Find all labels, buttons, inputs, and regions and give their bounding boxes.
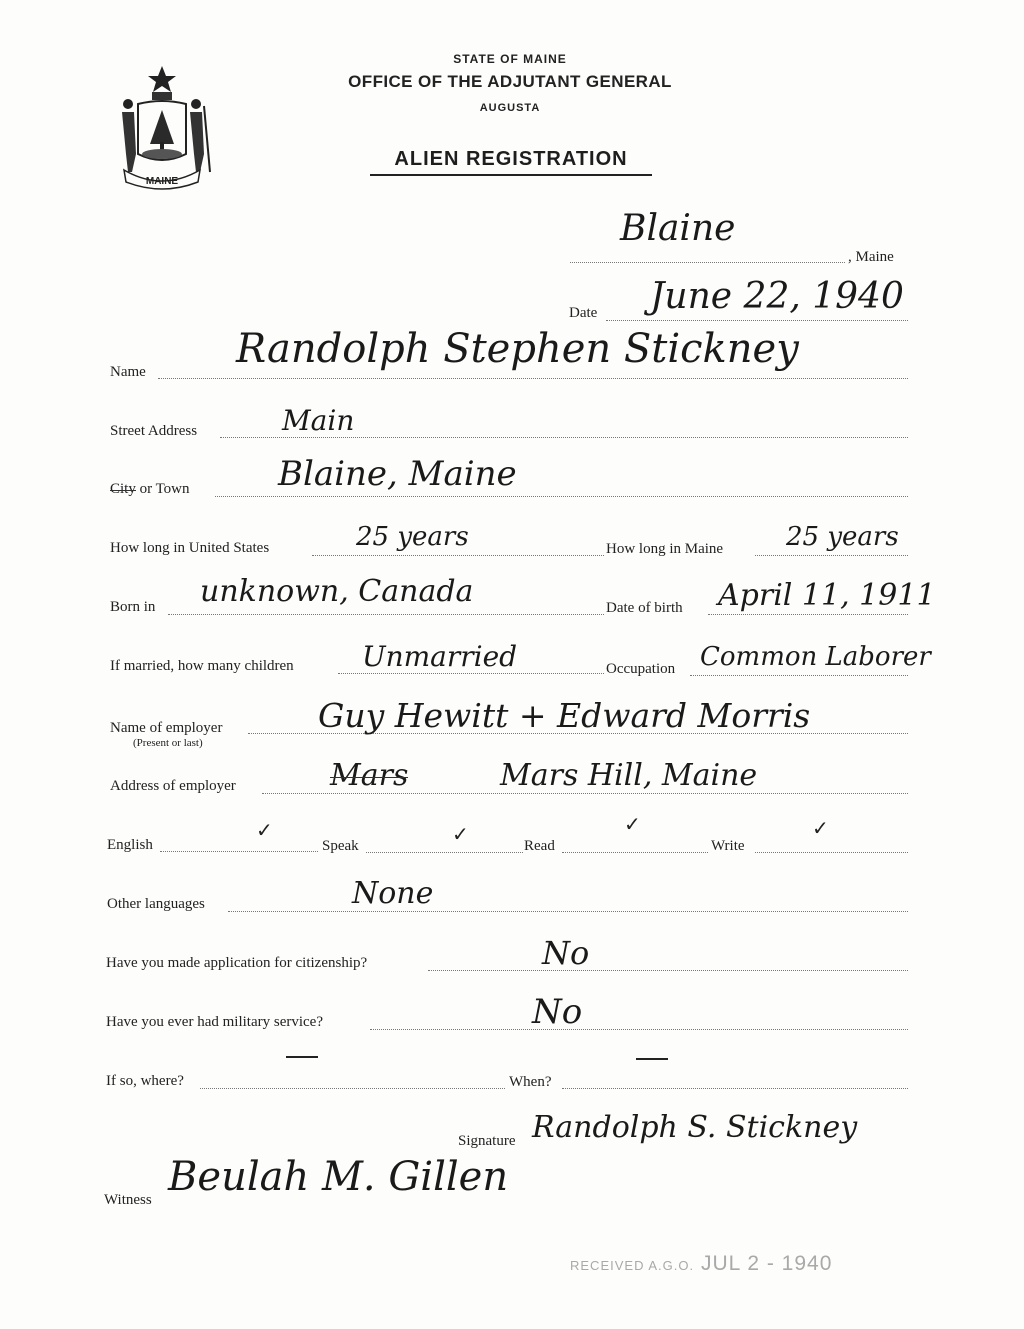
employer-label: Name of employer: [110, 720, 223, 736]
english-check-icon: ✓: [256, 818, 273, 842]
street-label: Street Address: [110, 423, 198, 439]
stamp-date-text: JUL 2 - 1940: [700, 1252, 833, 1275]
town-value: Blaine: [620, 208, 736, 249]
married-line: [338, 673, 604, 674]
years-us-value: 25 years: [356, 522, 469, 552]
citizenship-value: No: [542, 934, 590, 972]
read-line: [562, 852, 708, 853]
english-line: [160, 851, 318, 852]
date-line: [606, 320, 908, 321]
read-label: Read: [524, 838, 555, 854]
employer-address-struck-value: Mars: [330, 758, 409, 793]
speak-label: Speak: [322, 838, 359, 854]
how-long-us-line: [312, 555, 604, 556]
street-line: [220, 437, 908, 438]
signature-value: Randolph S. Stickney: [532, 1110, 858, 1145]
where-line: [200, 1088, 505, 1089]
citizenship-line: [428, 970, 908, 971]
witness-value: Beulah M. Gillen: [168, 1154, 509, 1200]
employer-value: Guy Hewitt + Edward Morris: [318, 696, 811, 735]
maine-state-seal-icon: [112, 62, 222, 190]
city-label: [110, 481, 190, 498]
how-long-us-label: How long in United States: [110, 540, 270, 556]
dob-label: Date of birth: [606, 600, 683, 616]
english-label: English: [107, 837, 153, 853]
how-long-maine-line: [755, 555, 908, 556]
dob-line: [708, 614, 908, 615]
born-in-line: [168, 614, 604, 615]
occupation-line: [690, 675, 908, 676]
city-value: Blaine, Maine: [278, 454, 517, 494]
maine-label: , Maine: [848, 249, 894, 265]
name-value: Randolph Stephen Stickney: [236, 326, 799, 372]
read-check-icon: ✓: [624, 812, 641, 836]
employer-address-value: Mars Hill, Maine: [500, 758, 758, 793]
city-line: [215, 496, 908, 497]
town-line: [570, 262, 845, 263]
write-check-icon: ✓: [812, 816, 829, 840]
when-line: [562, 1088, 908, 1089]
employer-sublabel: (Present or last): [133, 737, 203, 749]
header-office: OFFICE OF THE ADJUTANT GENERAL: [348, 72, 672, 91]
other-languages-line: [228, 911, 908, 912]
stamp-received-text: RECEIVED A.G.O.: [570, 1258, 695, 1273]
other-languages-value: None: [352, 876, 434, 911]
married-value: Unmarried: [362, 640, 518, 673]
years-maine-value: 25 years: [786, 522, 899, 552]
dob-value: April 11, 1911: [718, 578, 936, 613]
occupation-value: Common Laborer: [700, 642, 931, 672]
born-in-value: unknown, Canada: [200, 574, 474, 609]
date-value: June 22, 1940: [650, 276, 904, 317]
born-in-label: Born in: [110, 599, 156, 615]
when-dash: [636, 1058, 668, 1060]
speak-line: [366, 852, 523, 853]
signature-label: Signature: [458, 1133, 516, 1149]
city-rest-word: or Town: [135, 481, 190, 497]
city-struck-word: City: [110, 481, 136, 497]
married-label: If married, how many children: [110, 658, 294, 674]
when-label: When?: [509, 1074, 552, 1090]
speak-check-icon: ✓: [452, 822, 469, 846]
occupation-label: Occupation: [606, 661, 676, 677]
witness-label: Witness: [104, 1192, 152, 1208]
citizenship-label: Have you made application for citizenship?: [106, 955, 368, 971]
street-value: Main: [282, 404, 355, 437]
other-languages-label: Other languages: [107, 896, 205, 912]
where-dash: [286, 1056, 318, 1058]
employer-address-label: Address of employer: [110, 778, 236, 794]
employer-address-line: [262, 793, 908, 794]
header-state: STATE OF MAINE: [453, 52, 567, 66]
if-so-where-label: If so, where?: [106, 1073, 184, 1089]
military-value: No: [532, 992, 583, 1032]
name-label: Name: [110, 364, 146, 380]
received-stamp: [570, 1252, 832, 1276]
svg-text:MAINE: MAINE: [145, 176, 179, 187]
write-line: [755, 852, 908, 853]
date-label: Date: [569, 305, 598, 321]
write-label: Write: [711, 838, 745, 854]
name-line: [158, 378, 908, 379]
form-title: ALIEN REGISTRATION: [370, 148, 652, 176]
military-line: [370, 1029, 908, 1030]
header-city: AUGUSTA: [479, 102, 541, 114]
military-label: Have you ever had military service?: [106, 1014, 323, 1030]
how-long-maine-label: How long in Maine: [606, 541, 724, 557]
